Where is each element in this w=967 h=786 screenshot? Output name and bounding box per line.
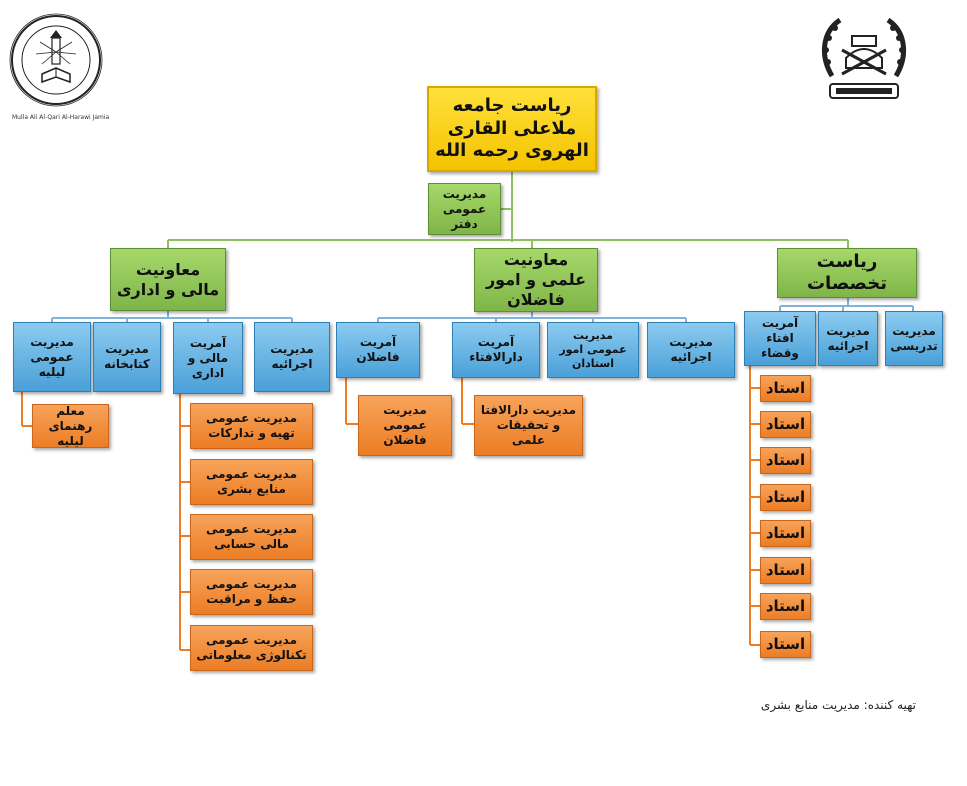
finance-executive-box: مدیریت اجرائیه xyxy=(254,322,330,392)
office-management-box: مدیریت عمومی دفتر xyxy=(428,183,501,235)
protection-maintenance-management-box: مدیریت عمومی حفظ و مراقبت xyxy=(190,569,313,615)
university-seal-icon xyxy=(6,12,106,112)
top-presidency-box: ریاست جامعه ملاعلی القاری الهروی رحمه الله xyxy=(427,86,597,172)
ustad-box-4: استاد xyxy=(760,484,811,511)
university-seal-caption: Mulla Ali Al-Qari Al-Harawi Jamia xyxy=(12,114,110,121)
fatwa-research-management-box: مدیریت دارالافتا و تحقیقات علمی xyxy=(474,395,583,456)
finance-admin-directorate-box: آمریت مالی و اداری xyxy=(173,322,243,394)
ustad-box-8: استاد xyxy=(760,631,811,658)
ustad-box-6: استاد xyxy=(760,557,811,584)
fatwa-directorate-box: آمریت دارالافتاء xyxy=(452,322,540,378)
academic-executive-box: مدیریت اجرائیه xyxy=(647,322,735,378)
hr-management-box: مدیریت عمومی منابع بشری xyxy=(190,459,313,505)
specialties-executive-box: مدیریت اجرائیه xyxy=(818,311,878,366)
dorm-management-box: مدیریت عمومی لیلیه xyxy=(13,322,91,392)
procurement-management-box: مدیریت عمومی تهیه و تدارکات xyxy=(190,403,313,449)
ustad-box-1: استاد xyxy=(760,375,811,402)
academic-deputy-box: معاونیت علمی و امور فاضلان xyxy=(474,248,598,312)
ustad-box-7: استاد xyxy=(760,593,811,620)
finance-accounting-management-box: مدیریت عمومی مالی حسابی xyxy=(190,514,313,560)
it-management-box: مدیریت عمومی تکنالوژی معلوماتی xyxy=(190,625,313,671)
library-management-box: مدیریت کتابخانه xyxy=(93,322,161,392)
graduates-general-management-box: مدیریت عمومی فاضلان xyxy=(358,395,452,456)
emirate-emblem-icon xyxy=(812,6,916,108)
finance-deputy-box: معاونیت مالی و اداری xyxy=(110,248,226,311)
graduates-directorate-box: آمریت فاضلان xyxy=(336,322,420,378)
teachers-affairs-box: مدیریت عمومی امور استادان xyxy=(547,322,639,378)
fatwa-judiciary-directorate-box: آمریت افتاء وقضاء xyxy=(744,311,816,366)
prepared-by-note: تهیه کننده: مدیریت منابع بشری xyxy=(760,698,916,712)
specialties-presidency-box: ریاست تخصصات xyxy=(777,248,917,298)
teaching-management-box: مدیریت تدریسی xyxy=(885,311,943,366)
dorm-guide-teacher-box: معلم رهنمای لیلیه xyxy=(32,404,109,448)
ustad-box-3: استاد xyxy=(760,447,811,474)
ustad-box-5: استاد xyxy=(760,520,811,547)
ustad-box-2: استاد xyxy=(760,411,811,438)
